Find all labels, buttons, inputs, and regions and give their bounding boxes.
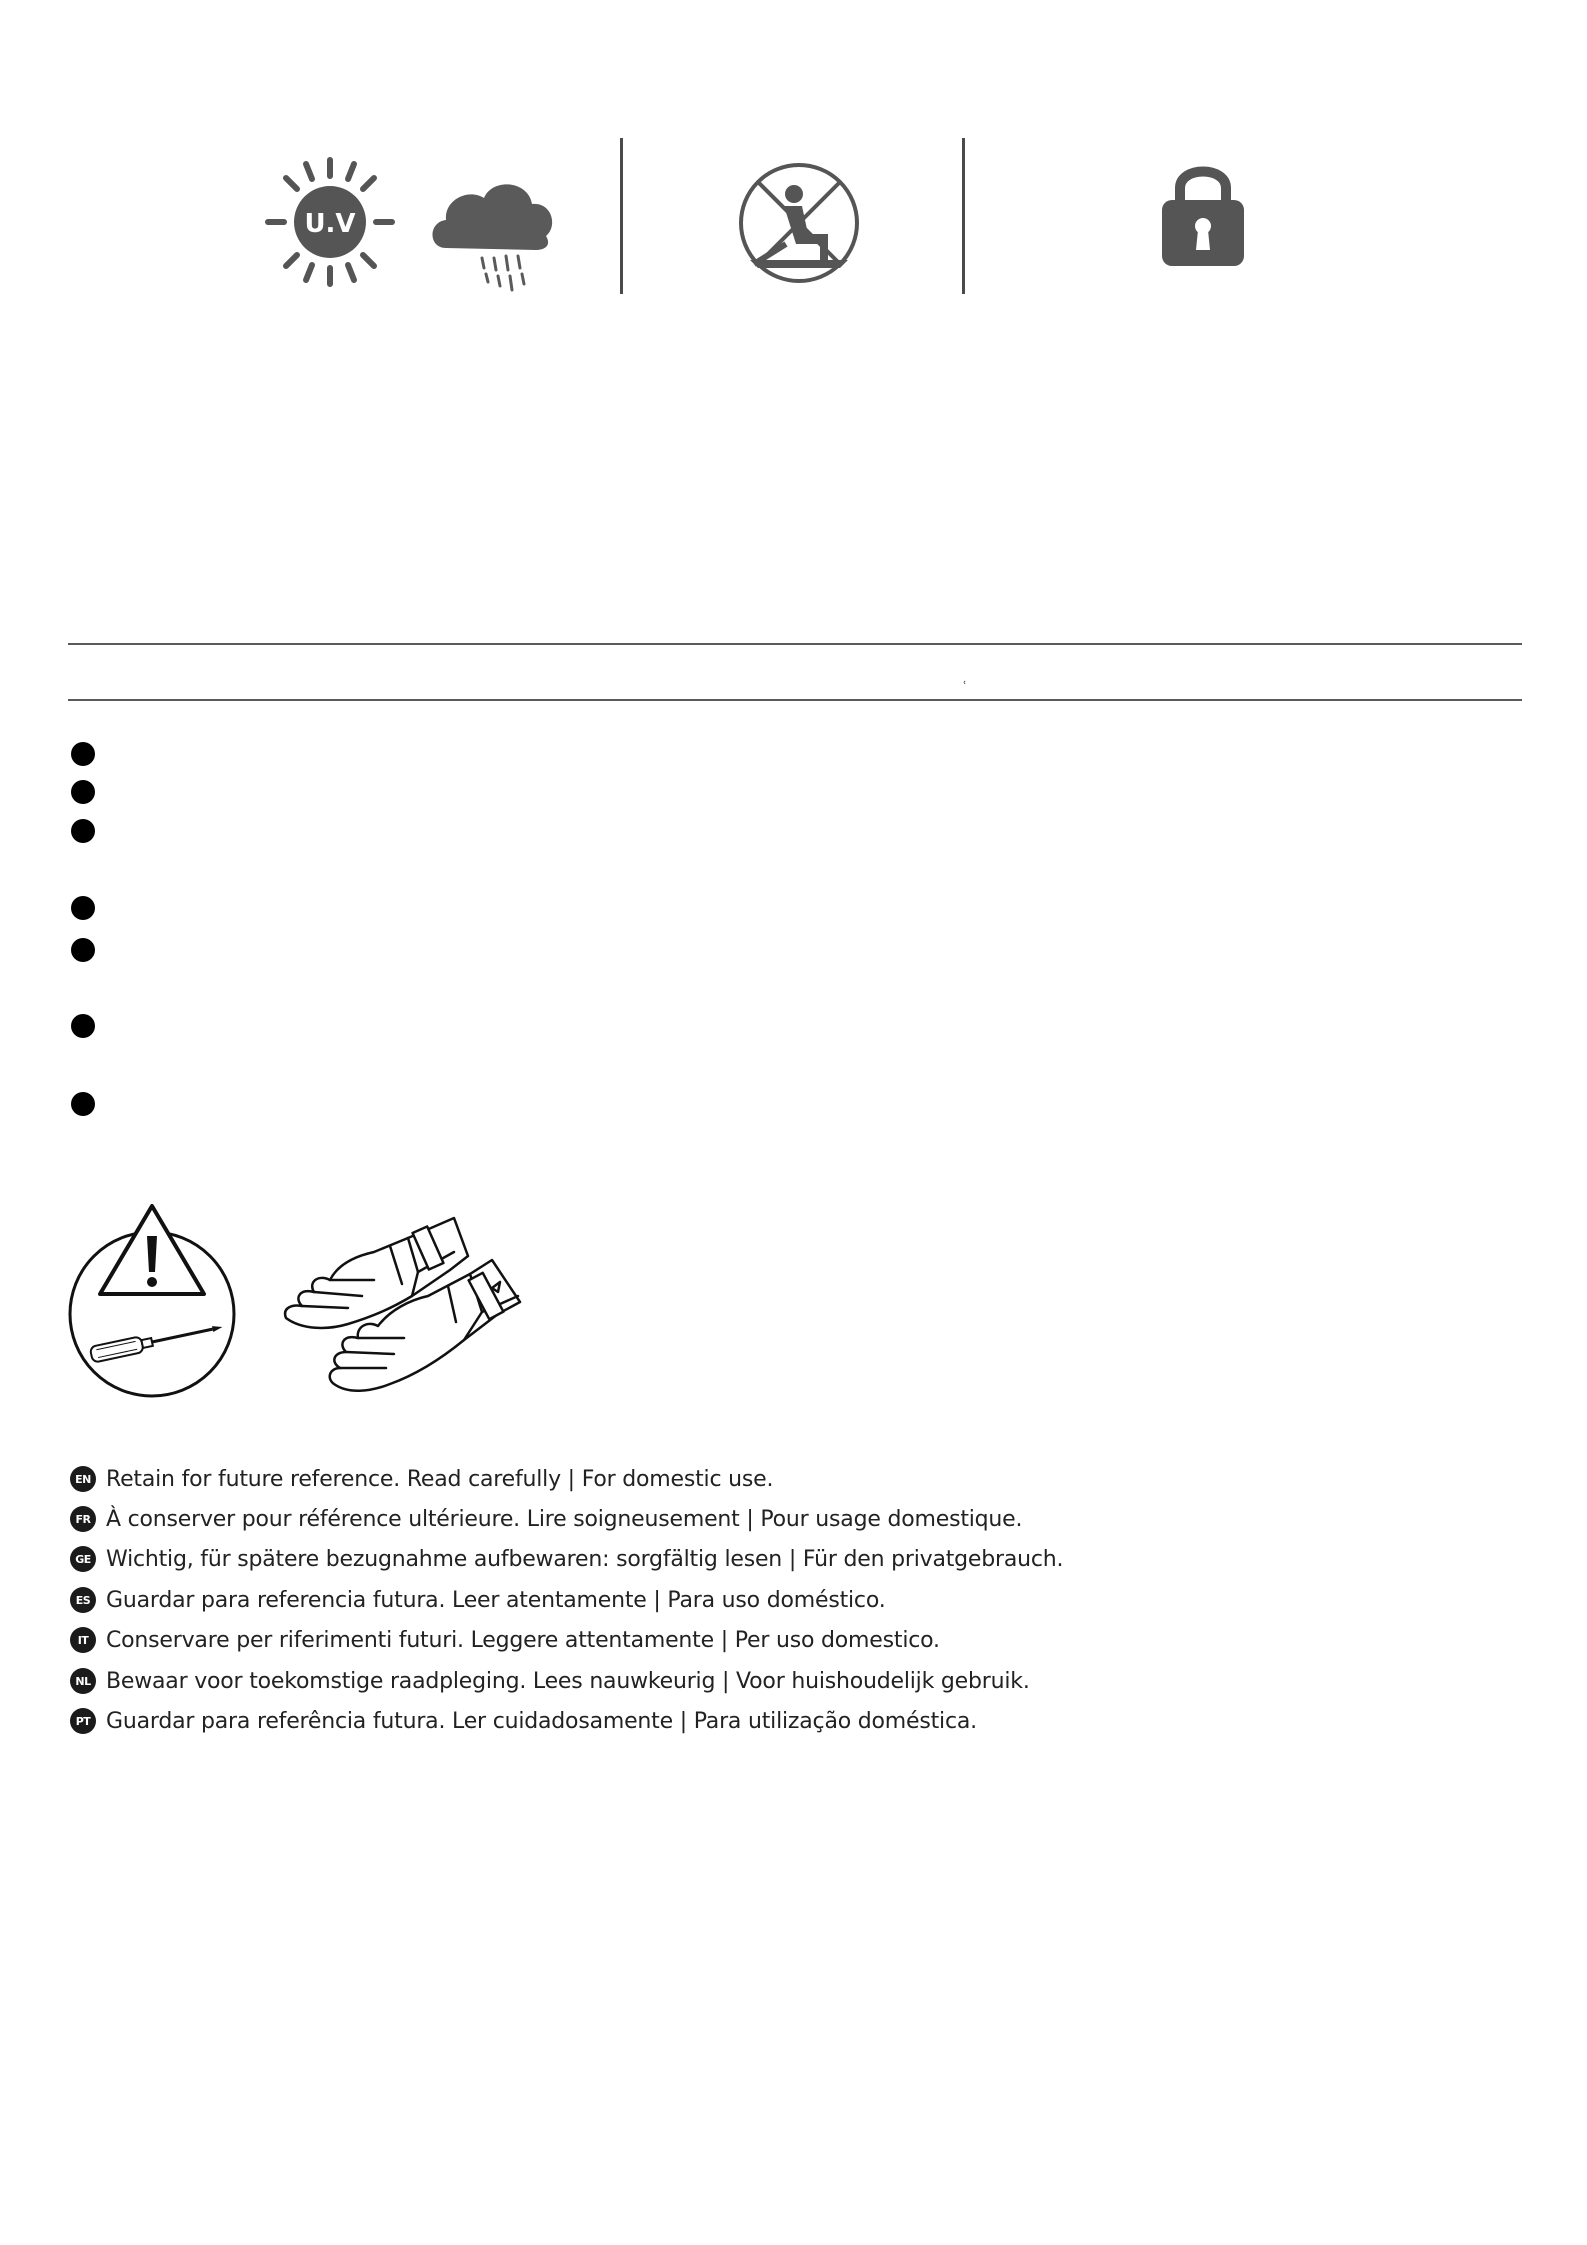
vertical-divider	[620, 138, 623, 294]
lang-line-fr	[70, 1503, 1022, 1535]
lang-text: Guardar para referência futura. Ler cuidadosamente | Para utilização doméstica.	[106, 1708, 977, 1734]
lang-line-nl	[70, 1665, 1030, 1697]
bullet-dot	[71, 742, 95, 766]
gloves-icon	[278, 1212, 536, 1400]
lang-text: Conservare per riferimenti futuri. Leggere attentamente | Per uso domestico.	[106, 1627, 940, 1653]
warning-screwdriver-icon	[64, 1202, 240, 1400]
no-sitting-icon	[736, 160, 862, 286]
lang-text: Guardar para referencia futura. Leer atentamente | Para uso doméstico.	[106, 1587, 886, 1613]
lang-text: À conserver pour référence ultérieure. Lire soigneusement | Pour usage domestique.	[106, 1506, 1023, 1532]
lang-line-pt	[70, 1705, 977, 1737]
lang-badge: ES	[70, 1587, 96, 1613]
lang-line-es	[70, 1584, 885, 1616]
lang-badge: NL	[70, 1668, 96, 1694]
bullet-dot	[71, 1014, 95, 1038]
rain-cloud-icon	[428, 170, 558, 300]
bullet-dot	[71, 1092, 95, 1116]
stray-mark: ʿ	[963, 679, 967, 693]
lang-line-en	[70, 1463, 773, 1495]
bullet-dot	[71, 896, 95, 920]
lang-badge: IT	[70, 1627, 96, 1653]
bullet-dot	[71, 819, 95, 843]
lang-badge: PT	[70, 1708, 96, 1734]
uv-label: U.V	[304, 209, 356, 239]
uv-sun-icon	[262, 154, 398, 290]
lock-icon	[1160, 158, 1246, 268]
lang-badge: GE	[70, 1546, 96, 1572]
vertical-divider	[962, 138, 965, 294]
lang-text: Bewaar voor toekomstige raadpleging. Lees nauwkeurig | Voor huishoudelijk gebruik.	[106, 1668, 1030, 1694]
lang-line-ge	[70, 1543, 1063, 1575]
lang-badge: FR	[70, 1506, 96, 1532]
bullet-dot	[71, 780, 95, 804]
lang-text: Retain for future reference. Read carefully | For domestic use.	[106, 1466, 774, 1492]
bullet-dot	[71, 938, 95, 962]
horizontal-rule	[68, 643, 1522, 645]
horizontal-rule	[68, 699, 1522, 701]
lang-text: Wichtig, für spätere bezugnahme aufbewaren: sorgfältig lesen | Für den privatgebrauch.	[106, 1546, 1064, 1572]
lang-badge: EN	[70, 1466, 96, 1492]
lang-line-it	[70, 1624, 940, 1656]
